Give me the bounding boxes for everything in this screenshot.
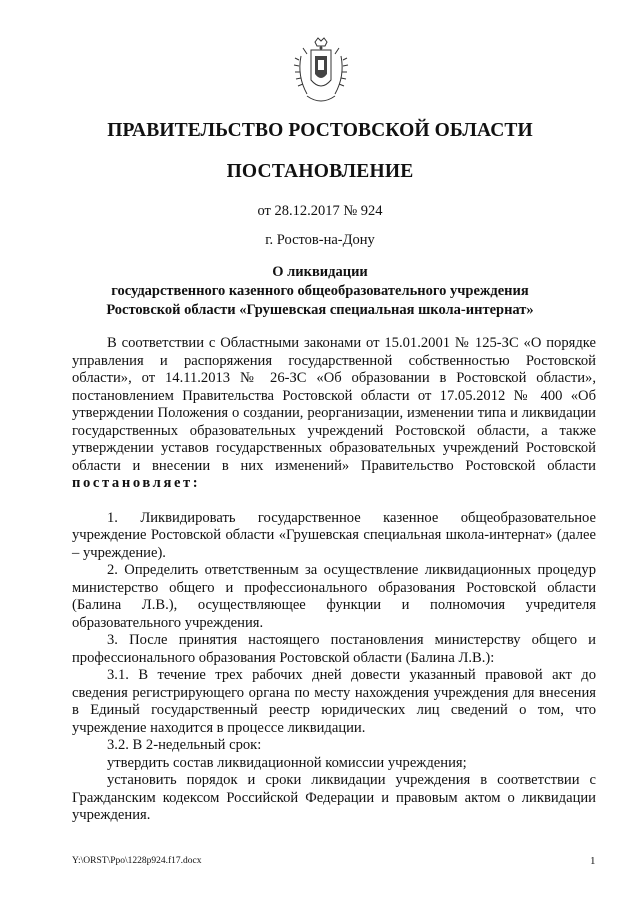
decree-subject — [0, 263, 640, 320]
subject-line-3: Ростовской области «Грушевская специальная школа-интернат» — [106, 302, 534, 318]
item-3-2-a: утвердить состав ликвидационной комиссии учреждения; — [107, 754, 467, 771]
item-3-1: 3.1. В течение трех рабочих дней довести указанный правовой акт до сведения регистрирующего органа по месту нахождения учреждения для внесения в Единый государственный реестр юридических лиц сведений о том, что учреждение находится в процессе ликвидации. — [72, 667, 596, 736]
item-3: 3. После принятия настоящего постановления министерству общего и профессионального образования Ростовской области (Балина Л.В.): — [72, 632, 596, 666]
item-2: 2. Определить ответственным за осуществление ликвидационных процедур министерство общего и профессионального образования Ростовской области (Балина Л.В.), осуществляющее функции и полномочия учредителя образовательного учреждения. — [72, 562, 596, 631]
subject-line-2: государственного казенного общеобразовательного учреждения — [111, 283, 529, 299]
item-1: 1. Ликвидировать государственное казенное общеобразовательное учреждение Ростовской области «Грушевская специальная школа-интернат» (далее – учреждение). — [72, 509, 596, 561]
document-type: ПОСТАНОВЛЕНИЕ — [226, 161, 414, 182]
preamble-text: В соответствии с Областными законами от 15.01.2001 № 125-ЗС «О порядке управления и распоряжения государственной собственностью Ростовской области», от 14.11.2013 № 26-ЗС «Об образовании в Ростовской области», постановлением Правительства Ростовской области от 17.05.2012 № 400 «Об утверждении Положения о создании, реорганизации, изменении типа и ликвидации государственных образовательных учреждений Ростовской области, а также утверждении уставов государственных образовательных учреждений Ростовской области и внесении в них изменений» Правительство Ростовской области — [72, 335, 596, 474]
coat-of-arms-emblem — [293, 36, 349, 108]
document-body — [72, 335, 596, 825]
file-path: Y:\ORST\Ppo\1228p924.f17.docx — [72, 856, 202, 866]
item-3-2: 3.2. В 2-недельный срок: — [107, 737, 262, 753]
preamble-paragraph — [72, 335, 596, 493]
decides-keyword: постановляет: — [72, 475, 201, 491]
date-number: от 28.12.2017 № 924 — [257, 203, 383, 219]
city: г. Ростов-на-Дону — [265, 232, 375, 248]
item-3-2-b: установить порядок и сроки ликвидации учреждения в соответствии с Гражданским кодексом Российской Федерации и правовым актом о ликвидации учреждения. — [72, 772, 596, 823]
subject-line-1: О ликвидации — [272, 264, 368, 280]
government-title: ПРАВИТЕЛЬСТВО РОСТОВСКОЙ ОБЛАСТИ — [107, 120, 533, 141]
page-number: 1 — [590, 855, 596, 867]
